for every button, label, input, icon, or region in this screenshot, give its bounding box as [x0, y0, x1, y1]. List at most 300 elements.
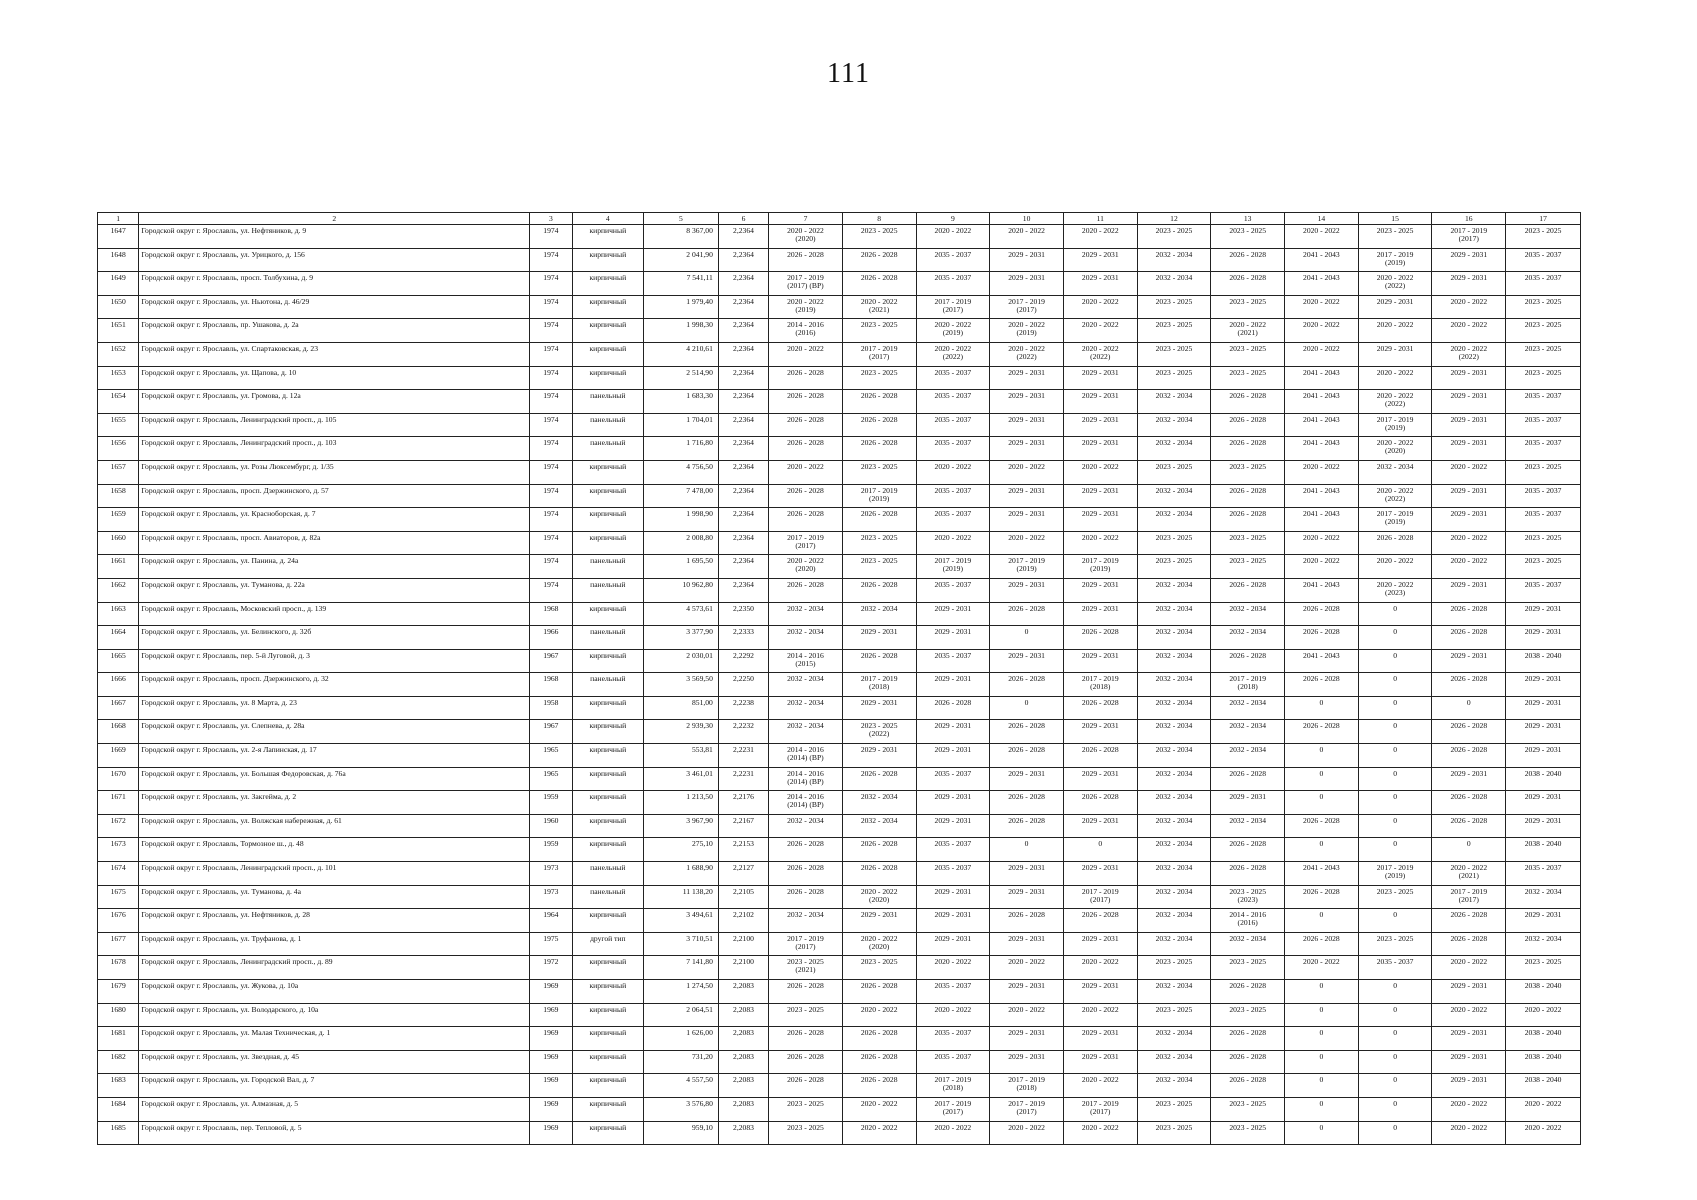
- period-text: (2018): [869, 682, 890, 692]
- period-cell: [916, 1050, 990, 1074]
- period-cell: [916, 413, 990, 437]
- period-cell: [1358, 390, 1432, 414]
- row-number-cell: 1650: [98, 295, 139, 319]
- period-text: 2032 - 2034: [1155, 910, 1193, 920]
- period-cell: [1285, 342, 1359, 366]
- period-cell: [1285, 460, 1359, 484]
- period-text: 2026 - 2028: [860, 1028, 898, 1038]
- period-text: 0: [1024, 697, 1029, 707]
- period-cell: [990, 885, 1064, 909]
- period-text: 2029 - 2031: [1450, 438, 1488, 448]
- area-cell: 1 979,40: [644, 295, 719, 319]
- period-text: 2035 - 2037: [934, 438, 972, 448]
- period-text: 2020 - 2022: [787, 226, 824, 235]
- period-cell: [842, 696, 916, 720]
- period-text: (2017): [795, 941, 816, 951]
- period-cell: [990, 248, 1064, 272]
- period-cell: [1506, 744, 1581, 768]
- period-text: 2035 - 2037: [1524, 579, 1562, 589]
- period-cell: [1063, 248, 1137, 272]
- wall-material-cell: панельный: [572, 578, 643, 602]
- period-cell: [769, 909, 843, 933]
- period-text: 2041 - 2043: [1303, 579, 1340, 589]
- period-text: 2032 - 2034: [787, 815, 824, 825]
- period-text: 2026 - 2028: [1229, 1075, 1267, 1085]
- period-cell: [916, 248, 990, 272]
- period-cell: [1063, 956, 1137, 980]
- period-cell: [1358, 1097, 1432, 1121]
- period-cell: [1063, 1050, 1137, 1074]
- period-cell: [1506, 673, 1581, 697]
- period-text: 2029 - 2031: [1376, 343, 1414, 353]
- period-text: 2026 - 2028: [787, 391, 824, 401]
- period-text: 2020 - 2022: [1524, 1122, 1562, 1132]
- period-text: 2020 - 2022: [1303, 226, 1340, 235]
- period-text: 2020 - 2022: [1081, 1075, 1119, 1085]
- period-text: (2015): [795, 658, 816, 668]
- period-cell: [1137, 626, 1211, 650]
- period-text: 2020 - 2022: [860, 1004, 898, 1014]
- row-number-cell: 1659: [98, 508, 139, 532]
- period-text: 2026 - 2028: [787, 1051, 824, 1061]
- period-text: 2029 - 2031: [1081, 863, 1119, 873]
- area-cell: 1 688,90: [644, 862, 719, 886]
- period-cell: [1211, 508, 1285, 532]
- column-header-11: 11: [1063, 213, 1137, 225]
- wall-material-cell: панельный: [572, 673, 643, 697]
- period-text: 2029 - 2031: [1081, 579, 1119, 589]
- period-text: 2029 - 2031: [860, 910, 898, 920]
- period-cell: [1358, 1050, 1432, 1074]
- period-cell: [1358, 626, 1432, 650]
- period-text: 2029 - 2031: [934, 627, 972, 637]
- period-cell: [1211, 555, 1285, 579]
- period-text: 2029 - 2031: [1524, 721, 1562, 731]
- period-cell: [842, 956, 916, 980]
- period-text: 2029 - 2031: [934, 674, 972, 684]
- period-text: 2029 - 2031: [1008, 863, 1045, 873]
- period-text: 2029 - 2031: [1008, 391, 1045, 401]
- year-cell: 1974: [530, 484, 572, 508]
- period-text: 2032 - 2034: [1155, 697, 1193, 707]
- period-cell: [842, 602, 916, 626]
- row-number-cell: 1670: [98, 767, 139, 791]
- period-text: 2020 - 2022: [1229, 320, 1267, 330]
- period-cell: [990, 366, 1064, 390]
- period-cell: [1137, 862, 1211, 886]
- period-cell: [1285, 626, 1359, 650]
- period-cell: [1506, 1121, 1581, 1145]
- period-cell: [842, 272, 916, 296]
- period-cell: [769, 626, 843, 650]
- period-text: (2020): [795, 564, 816, 574]
- period-cell: [990, 1121, 1064, 1145]
- period-cell: [1137, 814, 1211, 838]
- period-cell: [1063, 885, 1137, 909]
- period-cell: [1432, 909, 1506, 933]
- period-text: 2029 - 2031: [1081, 981, 1119, 990]
- period-text: (2017): [1090, 1106, 1111, 1116]
- period-cell: [990, 437, 1064, 461]
- period-text: 2029 - 2031: [1081, 391, 1119, 401]
- row-number-cell: 1663: [98, 602, 139, 626]
- period-cell: [1285, 413, 1359, 437]
- period-text: (2017): [795, 540, 816, 550]
- period-cell: [990, 956, 1064, 980]
- period-text: (2017): [1016, 304, 1037, 314]
- period-cell: [1506, 272, 1581, 296]
- coefficient-cell: 2,2364: [718, 460, 768, 484]
- coefficient-cell: 2,2364: [718, 508, 768, 532]
- coefficient-cell: 2,2083: [718, 1121, 768, 1145]
- period-text: 2032 - 2034: [1229, 721, 1267, 731]
- column-header-12: 12: [1137, 213, 1211, 225]
- period-cell: [1211, 413, 1285, 437]
- table-row: [98, 1074, 1581, 1098]
- period-cell: [769, 225, 843, 249]
- row-number-cell: 1676: [98, 909, 139, 933]
- row-number-cell: 1679: [98, 980, 139, 1004]
- table-row: [98, 814, 1581, 838]
- period-text: 2029 - 2031: [1008, 485, 1045, 495]
- period-text: 2029 - 2031: [1524, 674, 1562, 684]
- period-cell: [769, 555, 843, 579]
- period-text: 2026 - 2028: [1450, 721, 1488, 731]
- period-cell: [1506, 720, 1581, 744]
- period-text: 2038 - 2040: [1524, 1075, 1562, 1085]
- period-text: 2017 - 2019: [1081, 1098, 1119, 1108]
- period-text: 2041 - 2043: [1303, 414, 1340, 424]
- period-text: 2035 - 2037: [1524, 249, 1562, 259]
- period-text: 2026 - 2028: [787, 367, 824, 377]
- period-text: 2026 - 2028: [1229, 391, 1267, 401]
- period-text: 0: [1393, 981, 1397, 990]
- period-text: 2023 - 2025: [1524, 532, 1562, 542]
- period-cell: [1211, 390, 1285, 414]
- period-cell: [1211, 1121, 1285, 1145]
- year-cell: 1969: [530, 980, 572, 1004]
- period-cell: [1063, 531, 1137, 555]
- period-text: 2041 - 2043: [1303, 863, 1340, 873]
- area-cell: 10 962,80: [644, 578, 719, 602]
- address-cell: Городской округ г. Ярославль, ул. Малая Техническая, д. 1: [139, 1027, 530, 1051]
- column-header-15: 15: [1358, 213, 1432, 225]
- period-text: 2032 - 2034: [860, 815, 898, 825]
- period-text: 2020 - 2022: [1376, 367, 1414, 377]
- period-cell: [1285, 272, 1359, 296]
- period-cell: [842, 720, 916, 744]
- period-cell: [916, 437, 990, 461]
- wall-material-cell: кирпичный: [572, 1097, 643, 1121]
- period-cell: [1358, 531, 1432, 555]
- period-text: 2023 - 2025: [1229, 556, 1267, 566]
- wall-material-cell: кирпичный: [572, 508, 643, 532]
- period-text: 2032 - 2034: [787, 697, 824, 707]
- period-text: 2029 - 2031: [934, 603, 972, 613]
- period-text: (2018): [942, 1083, 963, 1093]
- period-cell: [1358, 413, 1432, 437]
- period-cell: [769, 413, 843, 437]
- period-text: 2017 - 2019: [934, 556, 972, 566]
- period-text: 0: [1319, 839, 1324, 849]
- period-text: 2020 - 2022: [1081, 296, 1119, 306]
- period-text: 2026 - 2028: [787, 414, 824, 424]
- period-text: 2026 - 2028: [860, 509, 898, 519]
- period-cell: [1137, 295, 1211, 319]
- period-cell: [769, 460, 843, 484]
- period-text: 2029 - 2031: [1081, 1028, 1119, 1038]
- period-cell: [1211, 744, 1285, 768]
- period-text: 0: [1393, 839, 1397, 849]
- period-text: (2017): [1090, 894, 1111, 904]
- wall-material-cell: панельный: [572, 626, 643, 650]
- period-text: 2035 - 2037: [934, 391, 972, 401]
- period-text: 2035 - 2037: [934, 863, 972, 873]
- period-cell: [1137, 885, 1211, 909]
- period-text: 2020 - 2022: [787, 556, 824, 566]
- period-text: 2023 - 2025: [860, 226, 898, 235]
- period-cell: [1063, 838, 1137, 862]
- period-text: 2032 - 2034: [1155, 839, 1193, 849]
- period-text: 2020 - 2022: [1008, 343, 1045, 353]
- period-cell: [990, 272, 1064, 296]
- period-cell: [769, 932, 843, 956]
- period-text: 2032 - 2034: [1155, 745, 1193, 755]
- period-cell: [842, 342, 916, 366]
- table-row: [98, 319, 1581, 343]
- period-text: 2032 - 2034: [1155, 815, 1193, 825]
- period-text: 2035 - 2037: [934, 273, 972, 283]
- period-cell: [842, 932, 916, 956]
- period-cell: [1063, 814, 1137, 838]
- period-text: 2023 - 2025: [860, 320, 898, 330]
- period-text: 2017 - 2019: [1376, 863, 1414, 873]
- period-text: 2020 - 2022: [934, 957, 972, 967]
- period-text: 2026 - 2028: [1081, 697, 1119, 707]
- year-cell: 1974: [530, 319, 572, 343]
- period-text: 2026 - 2028: [1008, 910, 1045, 920]
- period-text: 2023 - 2025: [1155, 1098, 1193, 1108]
- period-cell: [1285, 1121, 1359, 1145]
- column-header-4: 4: [572, 213, 643, 225]
- year-cell: 1964: [530, 909, 572, 933]
- period-text: 2035 - 2037: [934, 414, 972, 424]
- period-cell: [842, 1050, 916, 1074]
- period-cell: [1137, 508, 1211, 532]
- year-cell: 1975: [530, 932, 572, 956]
- coefficient-cell: 2,2364: [718, 413, 768, 437]
- period-text: (2019): [795, 304, 816, 314]
- period-cell: [1063, 484, 1137, 508]
- period-cell: [990, 508, 1064, 532]
- area-cell: 731,20: [644, 1050, 719, 1074]
- period-text: 2020 - 2022: [1008, 1122, 1045, 1132]
- period-text: 2035 - 2037: [934, 650, 972, 660]
- row-number-cell: 1648: [98, 248, 139, 272]
- coefficient-cell: 2,2364: [718, 366, 768, 390]
- period-cell: [1211, 437, 1285, 461]
- period-text: 2029 - 2031: [1008, 650, 1045, 660]
- wall-material-cell: кирпичный: [572, 602, 643, 626]
- period-cell: [842, 578, 916, 602]
- period-text: 2029 - 2031: [934, 933, 972, 943]
- period-text: 0: [1393, 1051, 1397, 1061]
- period-text: 2029 - 2031: [1081, 815, 1119, 825]
- period-text: 2020 - 2022: [1376, 391, 1414, 401]
- year-cell: 1967: [530, 649, 572, 673]
- period-text: 2029 - 2031: [860, 745, 898, 755]
- period-cell: [1285, 225, 1359, 249]
- period-text: (2017): [1458, 894, 1479, 904]
- period-cell: [842, 390, 916, 414]
- period-text: 2020 - 2022: [1524, 1098, 1562, 1108]
- period-cell: [1137, 484, 1211, 508]
- period-cell: [1137, 342, 1211, 366]
- area-cell: 275,10: [644, 838, 719, 862]
- period-cell: [1358, 1074, 1432, 1098]
- period-cell: [1285, 1027, 1359, 1051]
- period-cell: [1137, 366, 1211, 390]
- area-cell: 3 494,61: [644, 909, 719, 933]
- period-cell: [1063, 649, 1137, 673]
- table-row: [98, 956, 1581, 980]
- period-cell: [842, 1121, 916, 1145]
- period-cell: [1211, 1074, 1285, 1098]
- period-cell: [1358, 814, 1432, 838]
- table-row: [98, 1097, 1581, 1121]
- period-cell: [1358, 767, 1432, 791]
- wall-material-cell: кирпичный: [572, 909, 643, 933]
- period-cell: [1063, 696, 1137, 720]
- period-text: 2026 - 2028: [1450, 792, 1488, 802]
- wall-material-cell: кирпичный: [572, 791, 643, 815]
- period-text: 2026 - 2028: [1008, 674, 1045, 684]
- wall-material-cell: кирпичный: [572, 649, 643, 673]
- year-cell: 1973: [530, 862, 572, 886]
- period-cell: [1137, 744, 1211, 768]
- period-cell: [1063, 932, 1137, 956]
- period-text: 2026 - 2028: [1229, 839, 1267, 849]
- wall-material-cell: панельный: [572, 862, 643, 886]
- period-cell: [1506, 366, 1581, 390]
- period-text: 0: [1393, 1075, 1397, 1085]
- period-cell: [1432, 225, 1506, 249]
- period-cell: [1211, 460, 1285, 484]
- period-text: 2035 - 2037: [934, 367, 972, 377]
- year-cell: 1967: [530, 720, 572, 744]
- period-cell: [1211, 767, 1285, 791]
- period-text: (2016): [795, 328, 816, 338]
- coefficient-cell: 2,2102: [718, 909, 768, 933]
- period-text: 0: [1393, 1004, 1397, 1014]
- period-cell: [1506, 248, 1581, 272]
- coefficient-cell: 2,2083: [718, 1003, 768, 1027]
- year-cell: 1965: [530, 767, 572, 791]
- period-text: 2020 - 2022: [1008, 957, 1045, 967]
- table-row: [98, 437, 1581, 461]
- area-cell: 1 213,50: [644, 791, 719, 815]
- period-text: (2019): [1384, 257, 1406, 267]
- column-header-17: 17: [1506, 213, 1581, 225]
- period-text: 2023 - 2025: [1155, 532, 1193, 542]
- period-text: 2026 - 2028: [787, 438, 824, 448]
- period-cell: [1063, 767, 1137, 791]
- period-text: 2029 - 2031: [1008, 509, 1045, 519]
- period-text: 2029 - 2031: [1524, 603, 1562, 613]
- period-text: 2026 - 2028: [1229, 438, 1267, 448]
- period-cell: [1432, 1027, 1506, 1051]
- period-text: 2035 - 2037: [1524, 863, 1562, 873]
- period-text: 0: [1319, 981, 1324, 990]
- period-text: 2026 - 2028: [1450, 815, 1488, 825]
- period-text: (2018): [1016, 1083, 1037, 1093]
- period-cell: [1432, 838, 1506, 862]
- period-text: 2029 - 2031: [1450, 414, 1488, 424]
- wall-material-cell: кирпичный: [572, 767, 643, 791]
- period-text: 2020 - 2022: [1303, 957, 1340, 967]
- period-cell: [1432, 390, 1506, 414]
- coefficient-cell: 2,2231: [718, 767, 768, 791]
- period-text: 2026 - 2028: [1303, 674, 1340, 684]
- period-cell: [1137, 909, 1211, 933]
- row-number-cell: 1655: [98, 413, 139, 437]
- period-text: 2017 - 2019: [1008, 1075, 1045, 1085]
- period-text: 2020 - 2022: [1450, 863, 1488, 873]
- period-text: 2020 - 2022: [860, 933, 898, 943]
- period-text: 2032 - 2034: [1155, 933, 1193, 943]
- wall-material-cell: кирпичный: [572, 838, 643, 862]
- period-text: 2023 - 2025: [860, 461, 898, 471]
- period-text: 2020 - 2022: [1081, 343, 1119, 353]
- period-cell: [1506, 508, 1581, 532]
- period-text: 2035 - 2037: [934, 509, 972, 519]
- address-cell: Городской округ г. Ярославль, ул. Спартаковская, д. 23: [139, 342, 530, 366]
- period-cell: [1063, 720, 1137, 744]
- period-text: 2029 - 2031: [934, 745, 972, 755]
- period-cell: [1506, 602, 1581, 626]
- period-text: 2017 - 2019: [934, 1075, 972, 1085]
- wall-material-cell: панельный: [572, 413, 643, 437]
- period-cell: [769, 885, 843, 909]
- period-cell: [916, 508, 990, 532]
- table-row: [98, 909, 1581, 933]
- period-cell: [1432, 272, 1506, 296]
- period-text: 2041 - 2043: [1303, 650, 1340, 660]
- period-text: 0: [1393, 792, 1397, 802]
- year-cell: 1974: [530, 508, 572, 532]
- period-text: 2026 - 2028: [787, 1028, 824, 1038]
- column-header-5: 5: [644, 213, 719, 225]
- period-cell: [1506, 862, 1581, 886]
- period-cell: [916, 838, 990, 862]
- period-text: 2029 - 2031: [1081, 273, 1119, 283]
- period-text: 2029 - 2031: [1008, 273, 1045, 283]
- period-cell: [842, 673, 916, 697]
- year-cell: 1974: [530, 413, 572, 437]
- period-cell: [1506, 649, 1581, 673]
- period-cell: [769, 508, 843, 532]
- period-text: 2017 - 2019: [1081, 556, 1119, 566]
- period-text: 2029 - 2031: [1008, 981, 1045, 990]
- period-cell: [990, 602, 1064, 626]
- period-text: (2022): [1090, 351, 1111, 361]
- coefficient-cell: 2,2333: [718, 626, 768, 650]
- period-cell: [1285, 248, 1359, 272]
- period-cell: [990, 484, 1064, 508]
- period-text: 2026 - 2028: [860, 579, 898, 589]
- period-cell: [1432, 1121, 1506, 1145]
- period-text: 2026 - 2028: [1229, 863, 1267, 873]
